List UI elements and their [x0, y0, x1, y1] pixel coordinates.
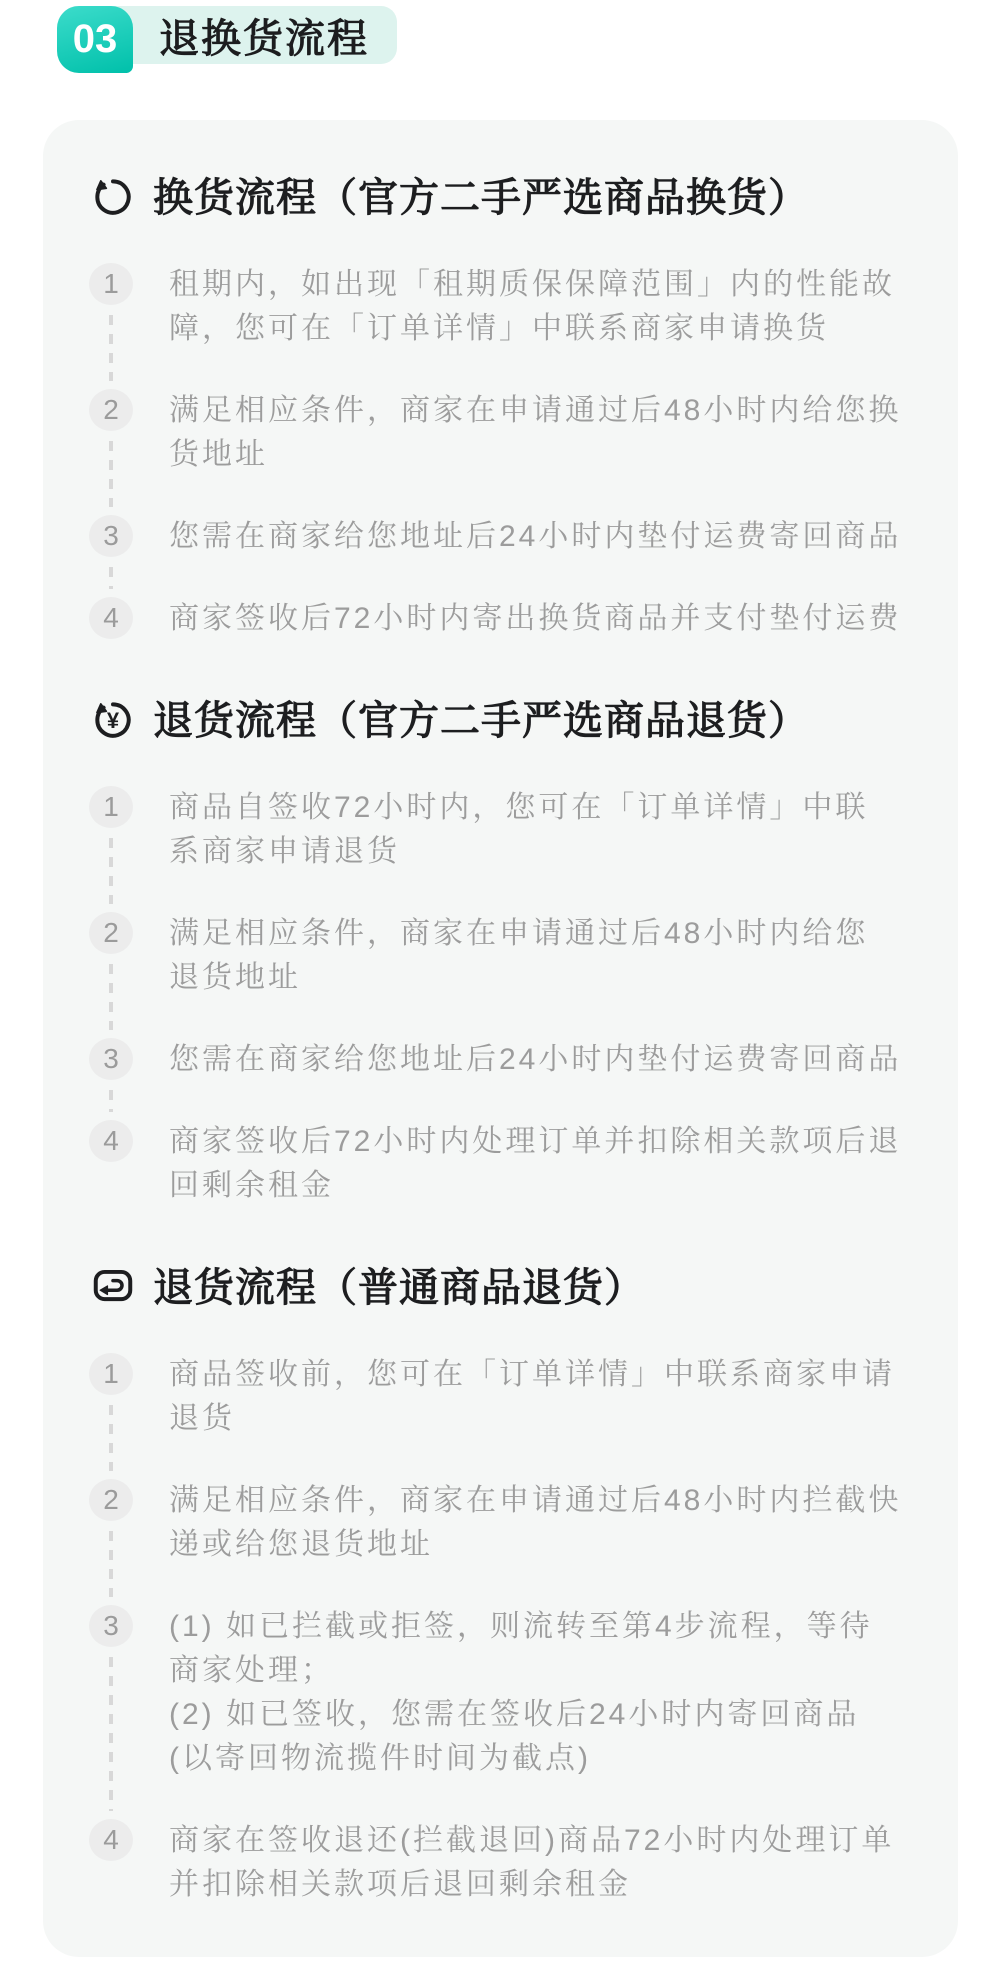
step-connector-dashed-line: [109, 1657, 113, 1811]
step-number-badge: 1: [89, 786, 133, 828]
step-marker-column: [89, 1353, 133, 1395]
step-text: [169, 912, 868, 1000]
step-text-line: (以寄回物流揽件时间为截点): [169, 1742, 591, 1775]
step-text-line: 退货: [169, 1402, 235, 1435]
step-text-line: 递或给您退货地址: [169, 1528, 433, 1561]
step-connector-dashed-line: [109, 1531, 113, 1597]
step-text-line: 您需在商家给您地址后24小时内垫付运费寄回商品: [169, 1043, 902, 1076]
step-text: [169, 389, 901, 477]
steps-list: [89, 263, 912, 641]
section-header: [89, 689, 912, 746]
step-text-line: 商品自签收72小时内，您可在「订单详情」中联: [169, 791, 869, 824]
page: [0, 6, 1000, 1957]
flow-section: [87, 689, 912, 1208]
step-text: [169, 786, 868, 874]
step-marker-column: [89, 1038, 133, 1080]
step-marker-column: [89, 389, 133, 431]
step-item: [89, 912, 912, 1038]
step-text-line: 障，您可在「订单详情」中联系商家申请换货: [169, 312, 829, 345]
svg-text:¥: ¥: [106, 707, 120, 733]
step-text-line: 满足相应条件，商家在申请通过后48小时内给您: [169, 917, 869, 950]
step-text-line: 退货地址: [169, 961, 301, 994]
step-text-line: 满足相应条件，商家在申请通过后48小时内拦截快: [169, 1484, 902, 1517]
step-marker-column: [89, 912, 133, 954]
step-text: [169, 263, 895, 351]
step-connector-dashed-line: [109, 315, 113, 381]
step-connector-dashed-line: [109, 964, 113, 1030]
step-number-badge: 2: [89, 389, 133, 431]
step-marker-column: [89, 1605, 133, 1647]
section-title: 退货流程（官方二手严选商品退货）: [153, 699, 809, 743]
step-item: [89, 597, 912, 641]
exchange-cycle-icon-wrapper: [89, 171, 137, 219]
step-number-badge: 2: [89, 1479, 133, 1521]
step-item: [89, 1479, 912, 1605]
flow-section: [87, 166, 912, 641]
exchange-cycle-icon: [90, 172, 136, 218]
step-text-line: (2) 如已签收，您需在签收后24小时内寄回商品: [169, 1698, 860, 1731]
step-text: [169, 515, 901, 559]
step-item: [89, 263, 912, 389]
step-text-line: 商家处理；: [169, 1654, 334, 1687]
flow-section: [87, 1256, 912, 1907]
step-number-badge: 3: [89, 1038, 133, 1080]
step-text: [169, 1038, 901, 1082]
step-number-badge: 1: [89, 1353, 133, 1395]
step-item: [89, 389, 912, 515]
step-text: [169, 597, 901, 641]
refund-cycle-icon-wrapper: [89, 694, 137, 742]
step-text-line: 系商家申请退货: [169, 835, 400, 868]
step-number-badge: 4: [89, 1819, 133, 1861]
step-text-line: 回剩余租金: [169, 1169, 334, 1202]
section-title: 退货流程（普通商品退货）: [153, 1266, 645, 1310]
section-header: [89, 166, 912, 223]
step-connector-dashed-line: [109, 1405, 113, 1471]
section-title: 换货流程（官方二手严选商品换货）: [153, 176, 809, 220]
page-title: 退换货流程: [159, 16, 369, 61]
process-card: [43, 120, 958, 1957]
step-marker-column: [89, 597, 133, 639]
step-number-badge: 3: [89, 515, 133, 557]
step-number-badge: 4: [89, 1120, 133, 1162]
step-text-line: 您需在商家给您地址后24小时内垫付运费寄回商品: [169, 520, 902, 553]
step-connector-dashed-line: [109, 1090, 113, 1112]
step-text-line: 租期内，如出现「租期质保保障范围」内的性能故: [169, 268, 895, 301]
step-connector-dashed-line: [109, 567, 113, 589]
step-item: [89, 515, 912, 597]
step-item: [89, 1605, 912, 1819]
step-marker-column: [89, 515, 133, 557]
step-marker-column: [89, 1819, 133, 1861]
step-marker-column: [89, 1120, 133, 1162]
section-header: [89, 1256, 912, 1313]
step-item: [89, 1120, 912, 1208]
step-marker-column: [89, 263, 133, 305]
step-text-line: 商家签收后72小时内寄出换货商品并支付垫付运费: [169, 602, 902, 635]
step-text: [169, 1605, 873, 1781]
step-number-badge: 4: [89, 597, 133, 639]
step-number-badge: 2: [89, 912, 133, 954]
step-number-badge: 3: [89, 1605, 133, 1647]
step-text-line: 商品签收前，您可在「订单详情」中联系商家申请: [169, 1358, 895, 1391]
step-connector-dashed-line: [109, 838, 113, 904]
step-item: [89, 786, 912, 912]
step-item: [89, 1819, 912, 1907]
step-text-line: 商家在签收退还(拦截退回)商品72小时内处理订单: [169, 1824, 895, 1857]
step-text-line: (1) 如已拦截或拒签，则流转至第4步流程，等待: [169, 1610, 873, 1643]
refund-cycle-icon: [90, 695, 136, 741]
step-text: [169, 1819, 894, 1907]
steps-list: [89, 786, 912, 1208]
return-package-icon: [90, 1262, 136, 1308]
step-number-badge: 1: [89, 263, 133, 305]
step-marker-column: [89, 1479, 133, 1521]
step-text-line: 满足相应条件，商家在申请通过后48小时内给您换: [169, 394, 902, 427]
step-text-line: 货地址: [169, 438, 268, 471]
step-text: [169, 1479, 901, 1567]
step-marker-column: [89, 786, 133, 828]
step-text: [169, 1353, 895, 1441]
step-text: [169, 1120, 901, 1208]
section-number-badge: 03: [57, 6, 133, 73]
step-text-line: 并扣除相关款项后退回剩余租金: [169, 1868, 631, 1901]
step-item: [89, 1038, 912, 1120]
step-connector-dashed-line: [109, 441, 113, 507]
return-package-icon-wrapper: [89, 1261, 137, 1309]
steps-list: [89, 1353, 912, 1907]
step-item: [89, 1353, 912, 1479]
step-text-line: 商家签收后72小时内处理订单并扣除相关款项后退: [169, 1125, 902, 1158]
page-header: [57, 6, 397, 76]
